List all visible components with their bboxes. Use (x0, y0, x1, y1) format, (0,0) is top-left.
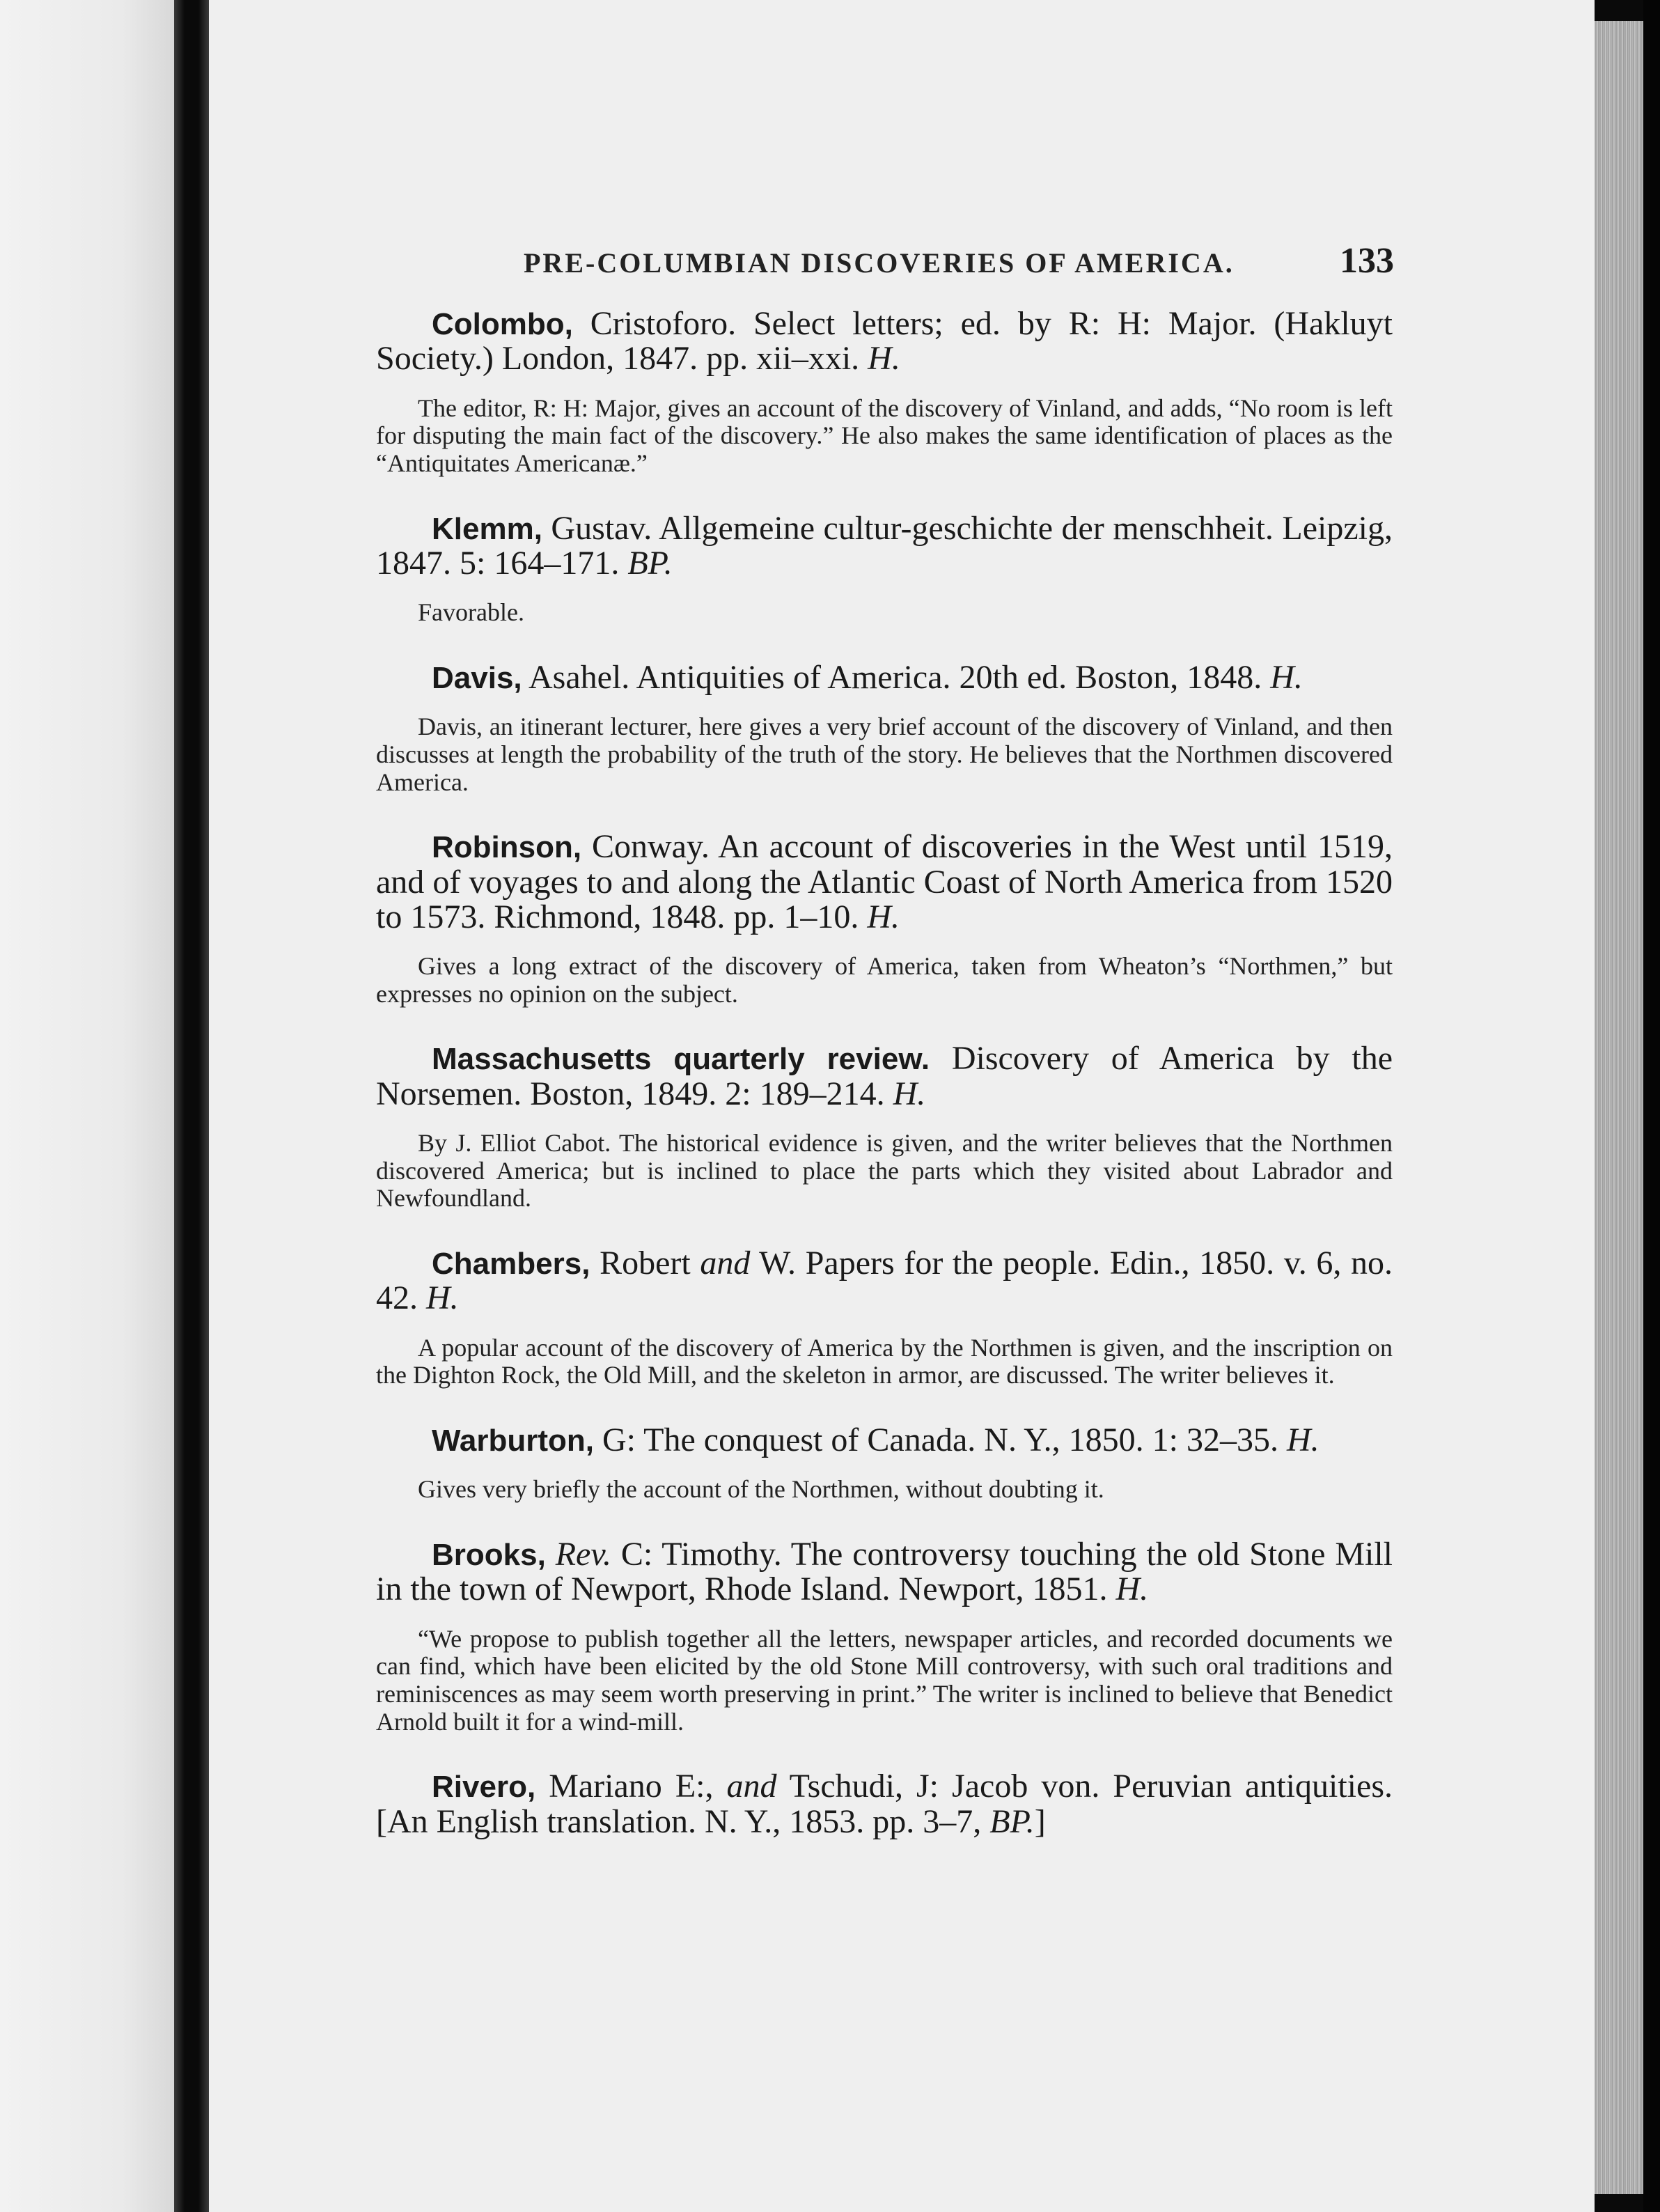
citation-text: W. Papers for the people. Edin., 1850. v. 6, no. 42. (376, 1245, 1393, 1317)
facing-page-edge (0, 0, 174, 2212)
entry-author: Brooks, (432, 1537, 546, 1572)
annotation: By J. Elliot Cabot. The historical evidence is given, and the writer believes that the Northmen discovered America; but is inclined to place the parts which they visited about Labrador and Newfoundland. (376, 1129, 1393, 1213)
background-edge (1643, 0, 1660, 2212)
citation (376, 1041, 1393, 1112)
bibliography-entry (376, 306, 1393, 478)
bibliography-entry (376, 1769, 1393, 1839)
citation (376, 830, 1393, 935)
bibliography-entries (376, 306, 1393, 1873)
citation-italic: H. (893, 1075, 926, 1112)
citation-italic: and (700, 1245, 751, 1282)
bibliography-entry (376, 1041, 1393, 1213)
annotation: A popular account of the discovery of America by the Northmen is given, and the inscription on the Dighton Rock, the Old Mill, and the skeleton in armor, are discussed. The writer believes it. (376, 1333, 1393, 1389)
citation-italic: H. (868, 340, 900, 377)
entry-author: Massachusetts quarterly review. (432, 1042, 930, 1077)
citation-italic: H. (426, 1279, 459, 1317)
annotation: Gives a long extract of the discovery of America, taken from Wheaton’s “Northmen,” but expresses no opinion on the subject. (376, 952, 1393, 1008)
citation-text: Tschudi, J: Jacob von. Peruvian antiquities. [An English translation. N. Y., 1853. pp. 3–7, (376, 1768, 1393, 1840)
citation-text: C: Timothy. The controversy touching the old Stone Mill in the town of Newport, Rhode Island. Newport, 1851. (376, 1535, 1393, 1608)
book-gutter (174, 0, 209, 2212)
citation-italic: H. (867, 898, 900, 935)
bibliography-entry (376, 1537, 1393, 1736)
citation-text: Cristoforo. Select letters; ed. by R: H: Major. (Hakluyt Society.) London, 1847. pp. xii–xxi. (376, 305, 1393, 377)
bibliography-entry (376, 1423, 1393, 1504)
citation-text: Discovery of America by the Norsemen. Boston, 1849. 2: 189–214. (376, 1040, 1393, 1112)
bibliography-entry (376, 660, 1393, 796)
entry-author: Warburton, (432, 1424, 594, 1458)
annotation: Favorable. (418, 598, 524, 627)
bibliography-entry (376, 1246, 1393, 1389)
citation-italic: H. (1287, 1422, 1320, 1458)
citation-italic: H. (1270, 658, 1303, 696)
citation (376, 306, 1393, 377)
citation-italic: BP. (627, 544, 673, 582)
annotation: Davis, an itinerant lecturer, here gives a very brief account of the discovery of Vinland, and then discusses at length the probability of the truth of the story. He believes that the Northmen discovered America. (376, 712, 1393, 796)
citation (376, 511, 1393, 582)
annotation: The editor, R: H: Major, gives an account of the discovery of Vinland, and adds, “No room is left for disputing the main fact of the discovery.” He also makes the same identification of places as the “Antiquitates Americanæ.” (376, 394, 1393, 477)
citation-italic: BP. (989, 1802, 1035, 1840)
citation-text: Conway. An account of discoveries in the West until 1519, and of voyages to and along the Atlantic Coast of North America from 1520 to 1573. Richmond, 1848. pp. 1–10. (376, 828, 1393, 935)
citation-text: Robert (590, 1245, 700, 1282)
page-stack-edge (1595, 21, 1643, 2194)
entry-author: Chambers, (432, 1247, 590, 1282)
citation-text: ] (1034, 1802, 1046, 1840)
citation-italic: and (726, 1768, 777, 1805)
bibliography-entry (376, 511, 1393, 627)
annotation: “We propose to publish together all the letters, newspaper articles, and recorded documents we can find, which have been elicited by the old Stone Mill controversy, with such oral traditions and reminiscences as may seem worth preserving in print.” The writer is inclined to believe that Benedict Arnold built it for a wind-mill. (376, 1624, 1393, 1736)
page-number: 133 (1340, 241, 1394, 281)
citation-italic: Rev. (555, 1535, 612, 1573)
citation (376, 660, 1393, 695)
citation (376, 1769, 1393, 1839)
bibliography-entry (376, 830, 1393, 1008)
annotation: Gives very briefly the account of the Northmen, without doubting it. (418, 1475, 1104, 1504)
citation-text: Asahel. Antiquities of America. 20th ed. Boston, 1848. (522, 658, 1271, 696)
running-title: PRE-COLUMBIAN DISCOVERIES OF AMERICA. (524, 247, 1235, 279)
citation-italic: H. (1115, 1571, 1149, 1608)
citation-text: Mariano E:, (535, 1768, 727, 1805)
page-header (524, 240, 1394, 281)
citation-text: Gustav. Allgemeine cultur-geschichte der menschheit. Leipzig, 1847. 5: 164–171. (376, 509, 1393, 582)
citation (376, 1537, 1393, 1607)
entry-author: Robinson, (432, 830, 582, 865)
citation (376, 1423, 1393, 1458)
entry-author: Klemm, (432, 511, 542, 546)
entry-author: Davis, (432, 660, 522, 695)
citation (376, 1246, 1393, 1316)
citation-text (546, 1536, 556, 1573)
entry-author: Colombo, (432, 307, 573, 341)
citation-text: G: The conquest of Canada. N. Y., 1850. 1: 32–35. (594, 1422, 1287, 1458)
entry-author: Rivero, (432, 1770, 536, 1805)
